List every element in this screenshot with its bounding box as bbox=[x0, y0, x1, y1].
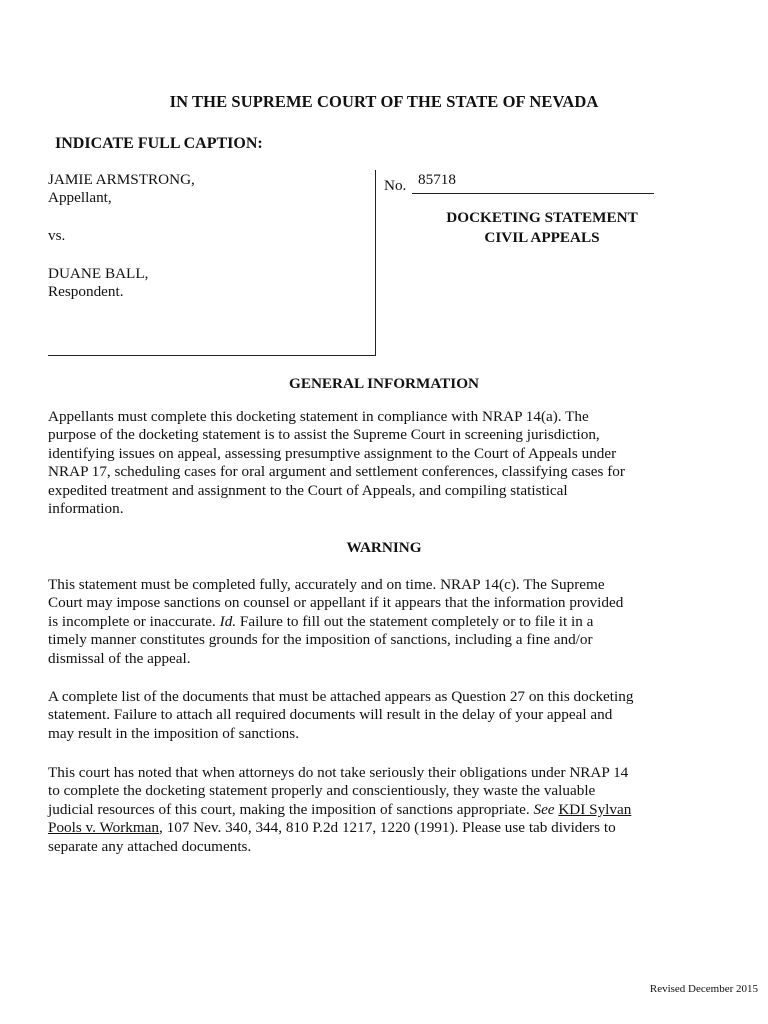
appellant-name: JAMIE ARMSTRONG, bbox=[48, 171, 195, 188]
citation-id: Id. bbox=[219, 612, 237, 630]
paragraph-line: A complete list of the documents that must be attached appears as Question 27 on this docketing bbox=[48, 688, 634, 705]
paragraph-line: Court may impose sanctions on counsel or appellant if it appears that the information provided bbox=[48, 594, 624, 612]
paragraph-line: statement. Failure to attach all required documents will result in the delay of your appeal and bbox=[48, 706, 613, 724]
paragraph-line: This statement must be completed fully, accurately and on time. NRAP 14(c). The Supreme bbox=[48, 576, 605, 593]
paragraph-line: dismissal of the appeal. bbox=[48, 649, 191, 667]
line-text: is incomplete or inaccurate. bbox=[48, 612, 220, 630]
case-number-underline bbox=[412, 193, 654, 194]
paragraph-line bbox=[48, 819, 738, 837]
court-title: IN THE SUPREME COURT OF THE STATE OF NEVADA bbox=[169, 92, 599, 111]
line-text: , 107 Nev. 340, 344, 810 P.2d 1217, 1220 (1991). Please use tab dividers to bbox=[159, 819, 616, 837]
statement-title-line-2: CIVIL APPEALS bbox=[484, 229, 600, 246]
paragraph-line: to complete the docketing statement properly and conscientiously, they waste the valuable bbox=[48, 782, 596, 800]
paragraph-line: may result in the imposition of sanctions. bbox=[48, 724, 299, 742]
paragraph-line: separate any attached documents. bbox=[48, 837, 252, 855]
respondent-name: DUANE BALL, bbox=[48, 265, 149, 282]
warning-paragraph-1 bbox=[48, 576, 738, 668]
case-number: 85718 bbox=[418, 171, 456, 188]
case-citation: KDI Sylvan bbox=[558, 800, 632, 818]
paragraph-line: identifying issues on appeal, assessing presumptive assignment to the Court of Appeals under bbox=[48, 444, 617, 462]
warning-paragraph-2 bbox=[48, 688, 738, 743]
paragraph-line: This court has noted that when attorneys do not take seriously their obligations under NRAP 14 bbox=[48, 764, 629, 781]
paragraph-line: expedited treatment and assignment to the Court of Appeals, and compiling statistical bbox=[48, 481, 568, 499]
general-information-paragraph bbox=[48, 408, 738, 518]
line-text: Failure to fill out the statement completely or to file it in a bbox=[236, 612, 594, 630]
paragraph-line: timely manner constitutes grounds for the imposition of sanctions, including a fine and/or bbox=[48, 631, 593, 649]
case-number-label: No. bbox=[384, 177, 407, 194]
paragraph-line: NRAP 17, scheduling cases for oral argument and settlement conferences, classifying cases for bbox=[48, 463, 625, 481]
revision-date: Revised December 2015 bbox=[649, 983, 758, 995]
warning-paragraph-3 bbox=[48, 764, 738, 856]
respondent-role: Respondent. bbox=[48, 283, 124, 300]
paragraph-line bbox=[48, 613, 738, 631]
appellant-role: Appellant, bbox=[48, 189, 112, 206]
warning-heading: WARNING bbox=[346, 539, 422, 556]
paragraph-line: Appellants must complete this docketing statement in compliance with NRAP 14(a). The bbox=[48, 408, 589, 425]
general-information-heading: GENERAL INFORMATION bbox=[289, 375, 479, 392]
paragraph-line bbox=[48, 801, 738, 819]
citation-signal: See bbox=[533, 800, 555, 818]
case-citation: Pools v. Workman bbox=[48, 819, 159, 837]
versus-label: vs. bbox=[48, 227, 66, 244]
caption-label: INDICATE FULL CAPTION: bbox=[55, 135, 263, 152]
paragraph-line: information. bbox=[48, 500, 124, 518]
caption-divider-vertical bbox=[375, 170, 376, 356]
line-text: judicial resources of this court, making the imposition of sanctions appropriate. bbox=[48, 800, 534, 818]
statement-title-line-1: DOCKETING STATEMENT bbox=[446, 209, 638, 226]
caption-divider-horizontal bbox=[48, 355, 376, 356]
paragraph-line: purpose of the docketing statement is to assist the Supreme Court in screening jurisdiction, bbox=[48, 426, 600, 444]
